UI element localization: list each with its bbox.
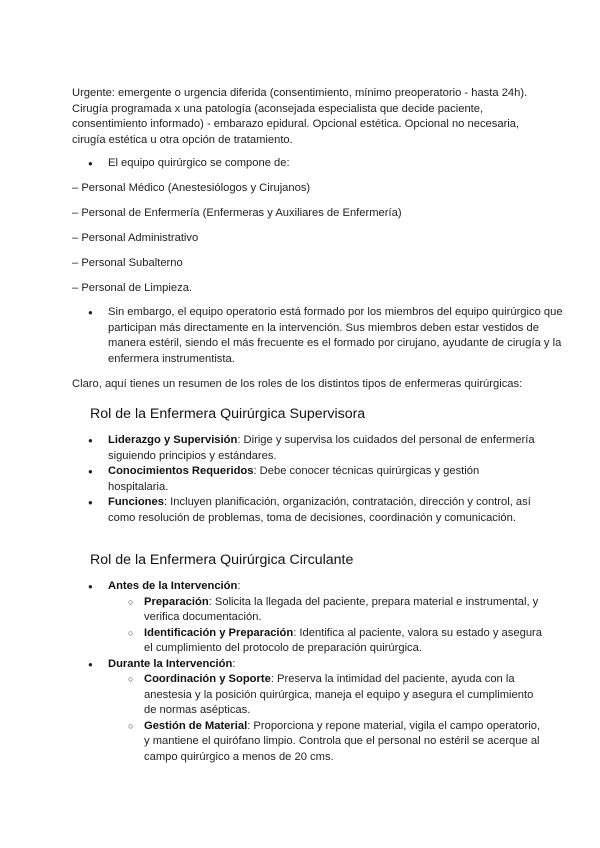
item-text: : Debe conocer técnicas quirúrgicas y gestión hospitalaria. [108, 465, 480, 493]
item-term: Gestión de Material [144, 719, 248, 732]
item-term: Antes de la Intervención [108, 580, 238, 592]
item-term: Conocimientos Requeridos [108, 465, 254, 477]
item-suffix: : [232, 657, 236, 670]
durante-sublist [108, 672, 542, 765]
supervisora-item-funciones [72, 495, 542, 526]
circulante-list [72, 579, 542, 765]
intro-paragraph: Urgente: emergente o urgencia diferida (consentimiento, mínimo preoperatorio - hasta 24h). Cirugía programada x una patología (aconsejada especialista que decide paciente, consentimiento informado) - embarazo epidural. Opcional estética. Opcional no necesaria, cirugía estética u otra opción de tratamiento. [72, 87, 528, 146]
team-member-medico: – Personal Médico (Anestesiólogos y Cirujanos) [72, 182, 311, 194]
team-member-subalterno: – Personal Subalterno [72, 257, 183, 269]
item-term: Preparación [144, 595, 209, 608]
item-term: Identificación y Preparación [144, 626, 294, 639]
antes-item-identificacion [108, 626, 542, 657]
item-term: Funciones [108, 496, 164, 508]
supervisora-list [72, 433, 542, 526]
item-text: : Solicita la llegada del paciente, prepara material e instrumental, y verifica documentación. [144, 595, 539, 623]
heading-circulante: Rol de la Enfermera Quirúrgica Circulante [90, 552, 354, 568]
team-composition-bullet: ● El equipo quirúrgico se compone de: [72, 156, 578, 172]
team-member-administrativo: – Personal Administrativo [72, 232, 199, 244]
antes-item-preparacion [108, 595, 542, 626]
durante-item-gestion [108, 719, 542, 766]
supervisora-item-conocimientos [72, 464, 542, 495]
supervisora-item-liderazgo [72, 433, 542, 464]
antes-sublist [108, 595, 542, 657]
team-member-enfermeria: – Personal de Enfermería (Enfermeras y Auxiliares de Enfermería) [72, 207, 402, 219]
item-text: : Incluyen planificación, organización, contratación, dirección y control, así como resolución de problemas, toma de decisiones, coordinación y comunicación. [108, 496, 531, 524]
heading-supervisora: Rol de la Enfermera Quirúrgica Supervisora [90, 406, 366, 422]
durante-item-coordinacion [108, 672, 542, 719]
item-text: : Dirige y supervisa los cuidados del personal de enfermería siguiendo principios y estándares. [108, 434, 535, 462]
item-text: : Preserva la intimidad del paciente, ayuda con la anestesia y la posición quirúrgica, maneja el equipo y asegura el cumplimiento de normas asépticas. [144, 673, 534, 716]
item-term: Liderazgo y Supervisión [108, 434, 238, 446]
item-suffix: : [237, 580, 241, 592]
item-term: Coordinación y Soporte [144, 673, 271, 685]
summary-intro: Claro, aquí tienes un resumen de los roles de los distintos tipos de enfermeras quirúrgicas: [72, 378, 523, 390]
circulante-antes [72, 579, 542, 657]
team-member-limpieza: – Personal de Limpieza. [72, 282, 193, 294]
item-text: : Proporciona y repone material, vigila el campo operatorio, y mantiene el quirófano limpio. Controla que el personal no estéril se acerque al campo quirúrgico a menos de 20 cms. [144, 719, 541, 763]
operating-team-bullet: ● Sin embargo, el equipo operatorio está formado por los miembros del equipo quirúrgico que participan más directamente en la intervención. Sus miembros deben estar vestidos de manera estéril, siendo el más frecuente es el formado por cirujano, ayudante de cirugía y la enfermera instrumentista. [72, 305, 578, 367]
circulante-durante [72, 657, 542, 766]
item-text: : Identifica al paciente, valora su estado y asegura el cumplimiento del protocolo de preparación quirúrgica. [144, 626, 542, 654]
item-term: Durante la Intervención [108, 657, 233, 670]
